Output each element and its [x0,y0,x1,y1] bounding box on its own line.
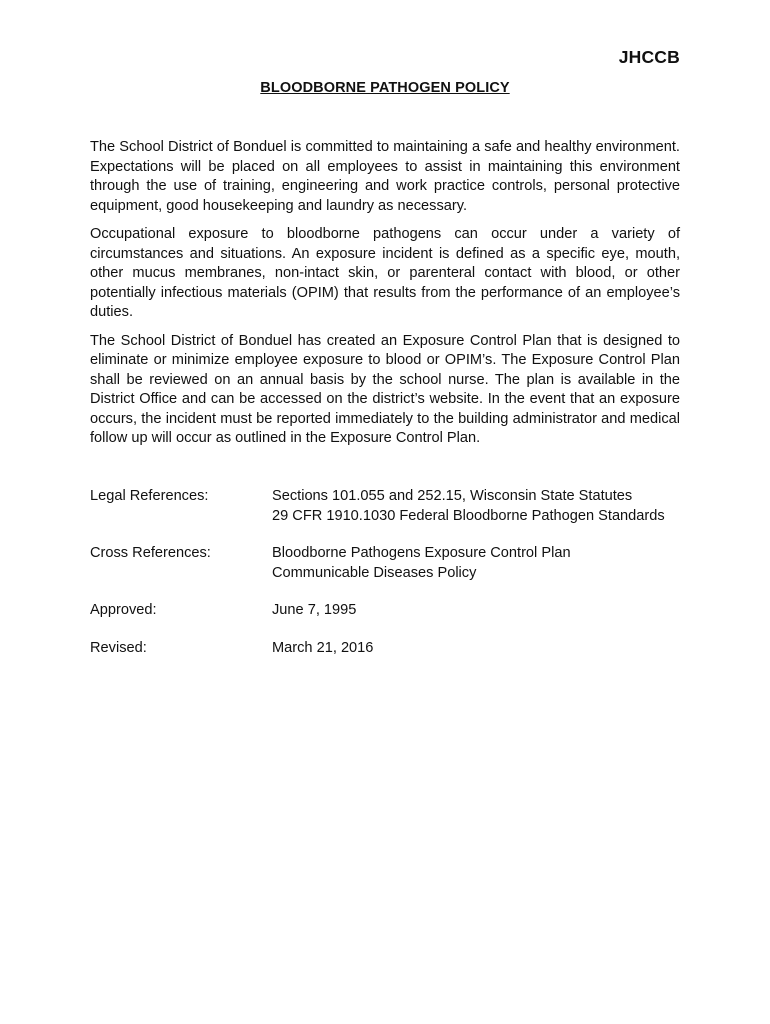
policy-body [90,138,680,458]
approved-row [90,601,690,621]
legal-references-label: Legal References: [90,488,209,504]
legal-reference-item: Sections 101.055 and 252.15, Wisconsin State Statutes [272,488,633,504]
cross-references-row [90,544,690,583]
approved-label: Approved: [90,602,157,618]
cross-reference-item: Bloodborne Pathogens Exposure Control Plan [272,545,571,561]
revised-date: March 21, 2016 [272,639,374,656]
legal-references-values [272,487,690,526]
legal-reference-item: 29 CFR 1910.1030 Federal Bloodborne Pathogen Standards [272,507,665,524]
paragraph-control-plan: The School District of Bonduel has created an Exposure Control Plan that is designed to eliminate or minimize employee exposure to blood or OPIM’s. The Exposure Control Plan shall be reviewed on an annual basis by the school nurse. The plan is available in the District Office and can be accessed on the district’s website. In the event that an exposure occurs, the incident must be reported immediately to the building administrator and medical follow up will occur as outlined in the Exposure Control Plan. [90,332,680,446]
references-section [90,487,690,676]
policy-code: JHCCB [618,47,680,67]
cross-references-values [272,544,690,583]
paragraph-commitment: The School District of Bonduel is committed to maintaining a safe and healthy environment. Expectations will be placed on all employees to assist in maintaining this environment through the use of training, engineering and work practice controls, personal protective equipment, good housekeeping and laundry as necessary. [90,139,680,214]
revised-label: Revised: [90,639,147,656]
approved-date: June 7, 1995 [272,602,357,618]
legal-references-row [90,487,690,526]
cross-reference-item: Communicable Diseases Policy [272,564,477,581]
cross-references-label: Cross References: [90,545,211,561]
policy-title: BLOODBORNE PATHOGEN POLICY [260,80,510,96]
paragraph-exposure: Occupational exposure to bloodborne pathogens can occur under a variety of circumstances and situations. An exposure incident is defined as a specific eye, mouth, other mucus membranes, non-intact skin, or parenteral contact with blood, or other potentially infectious materials (OPIM) that results from the performance of an employee’s duties. [90,226,680,320]
revised-row [90,639,690,659]
